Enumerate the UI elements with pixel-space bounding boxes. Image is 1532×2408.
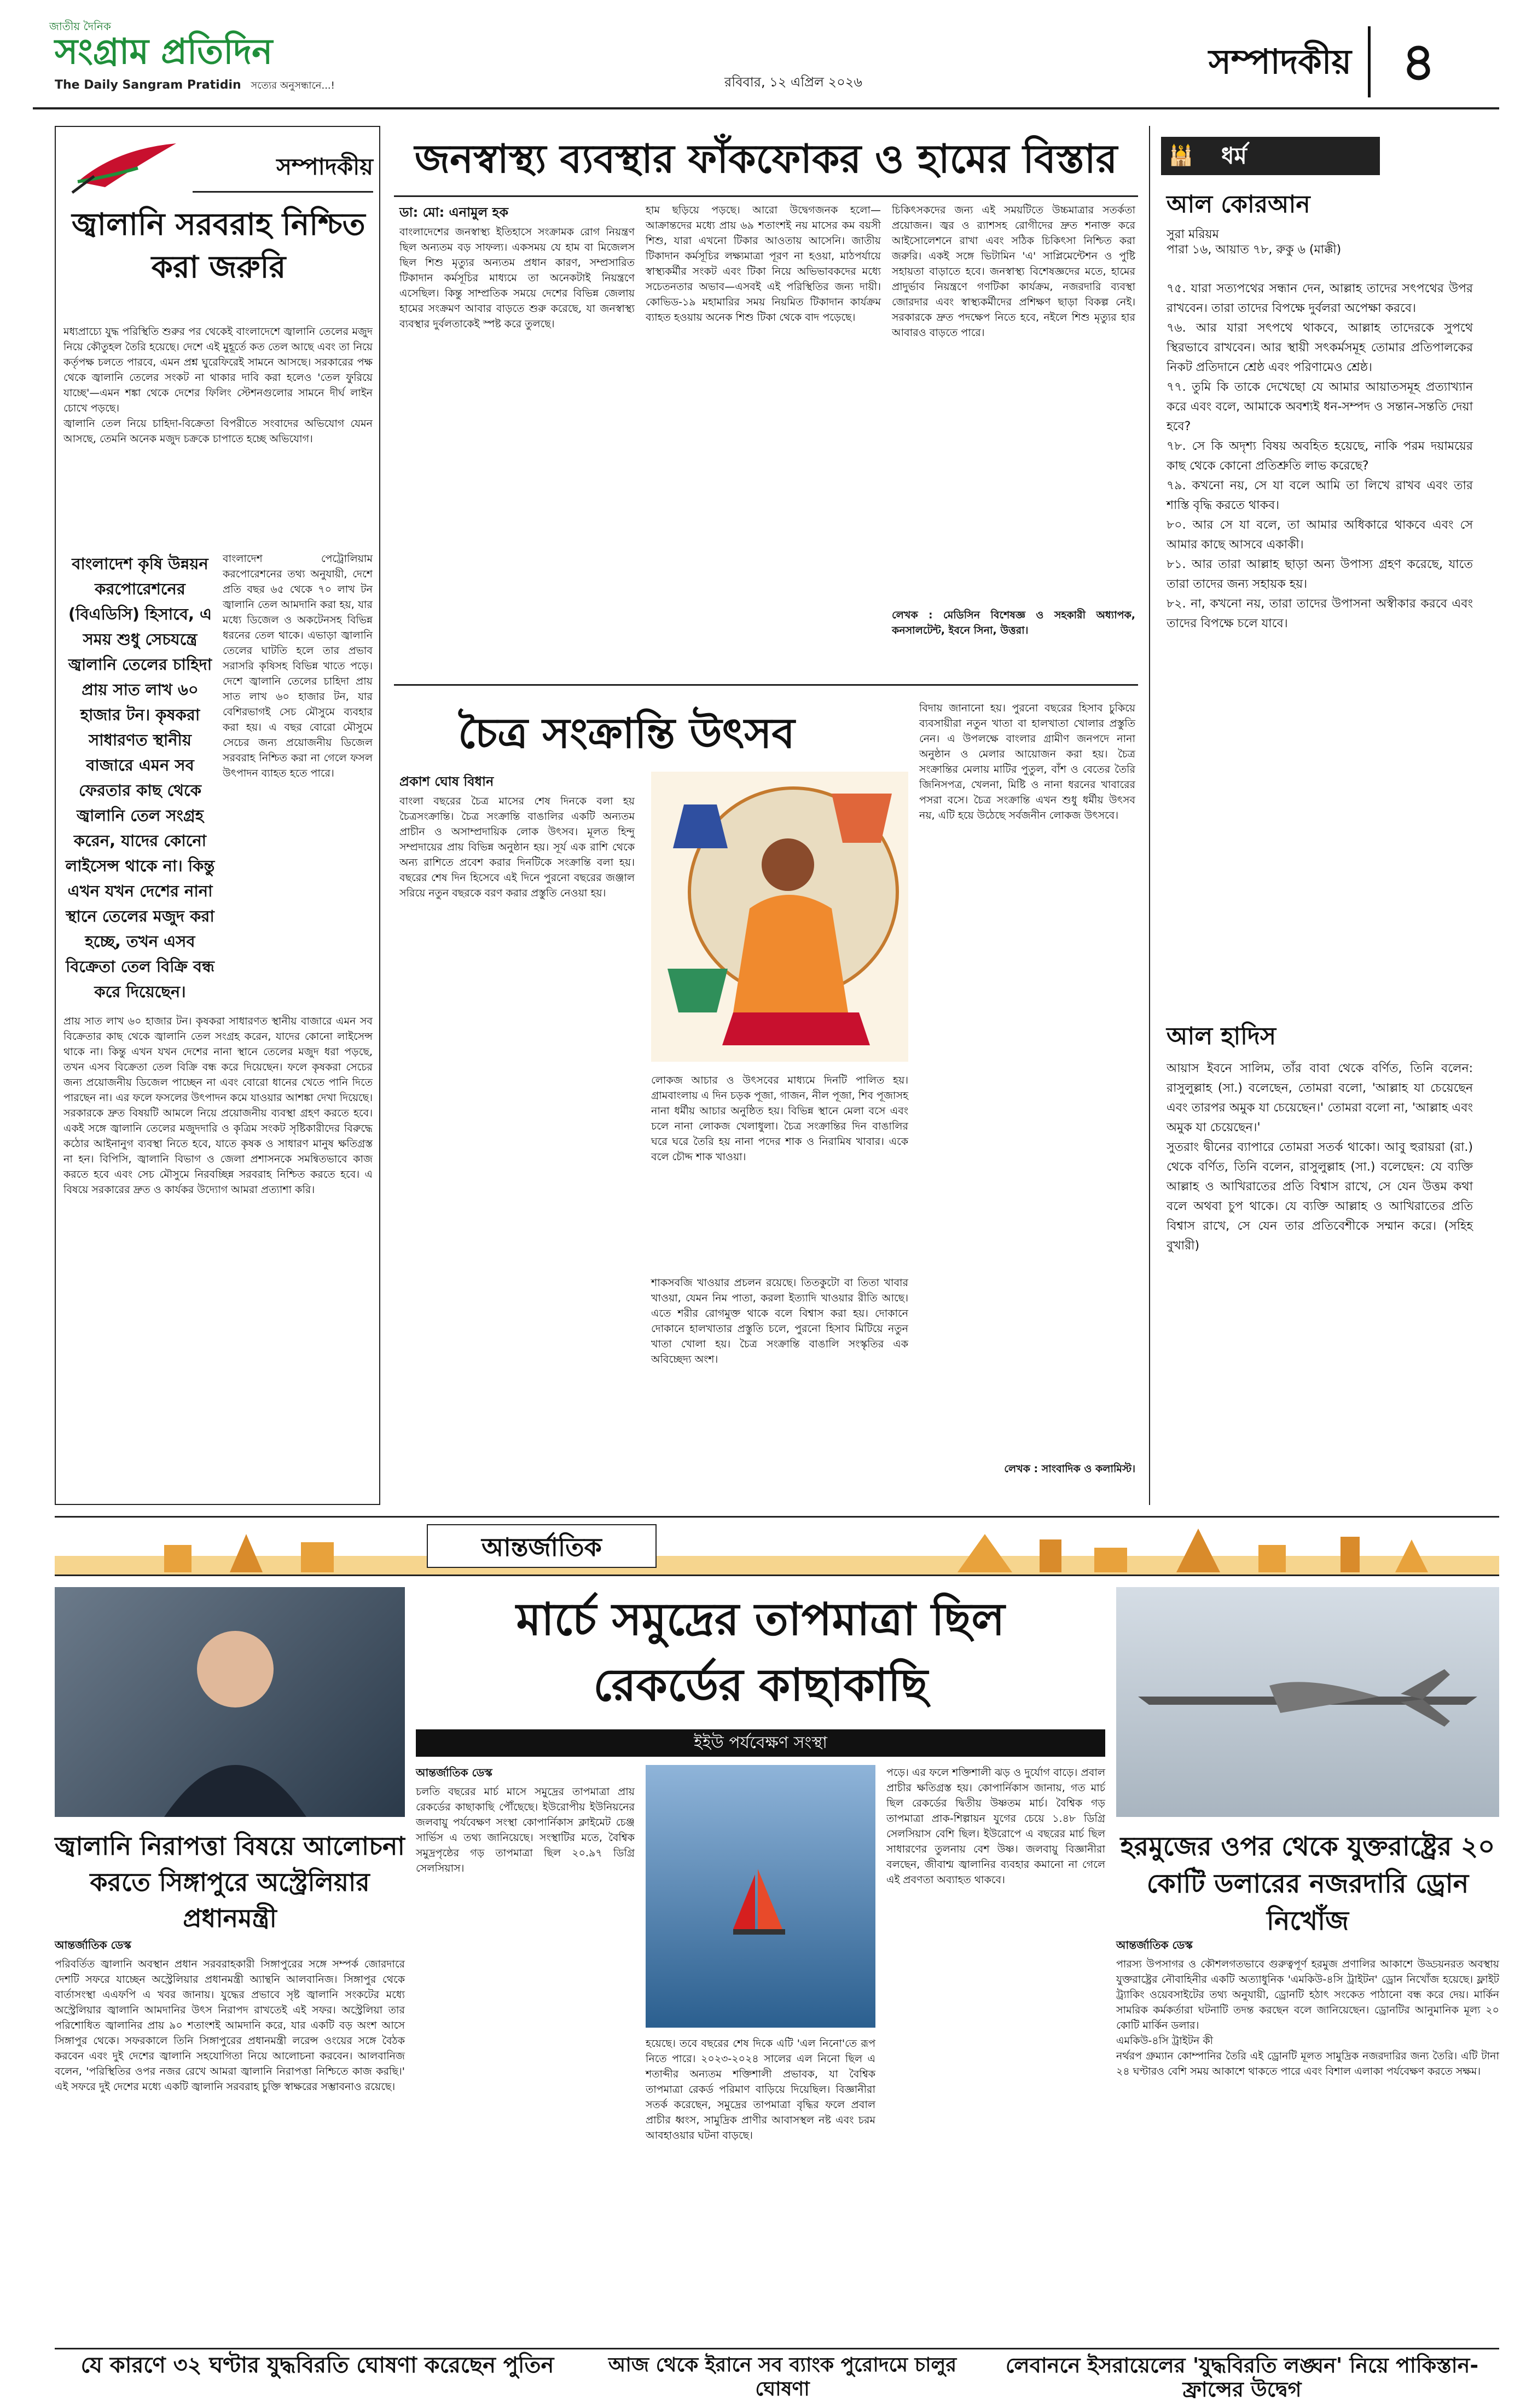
iran-title: আজ থেকে ইরানে সব ব্যাংক পুরোদমে চালুর ঘোষণা <box>608 2354 957 2400</box>
health-body-3: চিকিৎসকদের জন্য এই সময়টিতে উচ্চমাত্রার সতর্কতা প্রয়োজন। জ্বর ও র‍্যাশসহ রোগীদের দ্রুত শনাক্ত করে আইসোলেশনে রাখা এবং সঠিক চিকিৎসা নিশ্চিত করা জরুরি। একই সঙ্গে ভিটামিন 'এ' সাপ্লিমেন্টেশন ও পুষ্টি সহায়তা বাড়াতে হবে। জনস্বাস্থ্য বিশেষজ্ঞদের মতে, হামের প্রাদুর্ভাব নিয়ন্ত্রণে গণটিকা কার্যক্রম, নজরদারি ব্যবস্থা জোরদার এবং স্বাস্থ্যকর্মীদের প্রশিক্ষণ ছাড়া বিকল্প নেই। সরকারকে দ্রুত পদক্ষেপ নিতে হবে, নইলে শিশু মৃত্যুর হার আবারও বাড়তে পারে। <box>892 204 1139 339</box>
australia-body: পরিবর্তিত জ্বালানি অবস্থান প্রধান সরবরাহকারী সিঙ্গাপুরের সঙ্গে সম্পর্ক জোরদারে দেশটি সফরে যাচ্ছেন অস্ট্রেলিয়ার প্রধানমন্ত্রী অ্যান্থনি আলবানিজ। সিঙ্গাপুর থেকে বার্তাসংস্থা এএফপি এ খবর জানায়। যুদ্ধের প্রভাবে সৃষ্ট জ্বালানি সংকটের মধ্যে অস্ট্রেলিয়ার জ্বালানি আমদানির উৎস নিরাপদ রাখতেই এই সফর। অস্ট্রেলিয়া তার পরিশোধিত জ্বালানির প্রায় ৯০ শতাংশই আমদানি করে, যার একটি বড় অংশ আসে সিঙ্গাপুর থেকে। সফরকালে তিনি সিঙ্গাপুরের প্রধানমন্ত্রী লরেন্স ওংয়ের সঙ্গে বৈঠক করবেন এবং দুই দেশের জ্বালানি সহযোগিতা নিয়ে আলোচনা করবেন। আলবানিজ বলেন, 'পরিস্থিতির ওপর নজর রেখে আমরা জ্বালানি নিরাপত্তা নিশ্চিতে কাজ করছি।' এই সফরে দুই দেশের মধ্যে একটি জ্বালানি সরবরাহ চুক্তি স্বাক্ষরের সম্ভাবনাও রয়েছে। <box>55 1958 409 2093</box>
editorial-pullquote: বাংলাদেশ কৃষি উন্নয়ন করপোরেশনের (বিএডিসি) হিসাবে, এ সময় শুধু সেচযন্ত্রে জ্বালানি তেলের চাহিদা প্রায় সাত লাখ ৬০ হাজার টন। কৃষকরা সাধারণত স্থানীয় বাজারে এমন সব ফেরতার কাছ থেকে জ্বালানি তেল সংগ্রহ করেন, যাদের কোনো লাইসেন্স থাকে না। কিন্তু এখন যখন দেশের নানা স্থানে তেলের মজুদ করা হচ্ছে, তখন এসব বিক্রেতা তেল বিক্রি বন্ধ করে দিয়েছেন। <box>65 554 215 1001</box>
bottom-row <box>55 2353 1499 2403</box>
intl-banner <box>55 1516 1499 1576</box>
australia-title: জ্বালানি নিরাপত্তা বিষয়ে আলোচনা করতে সিঙ্গাপুরে অস্ট্রেলিয়ার প্রধানমন্ত্রী <box>55 1831 405 1933</box>
masthead <box>33 15 1510 119</box>
logo-english: The Daily Sangram Pratidin <box>55 78 241 92</box>
religion-label: ধর্ম <box>1221 142 1247 169</box>
page-number: ৪ <box>1368 26 1466 97</box>
newspaper-logo: সংগ্রাম প্রতিদিন <box>55 32 273 72</box>
health-body-2: হাম ছড়িয়ে পড়ছে। আরো উদ্বেগজনক হলো—আক্রান্তদের মধ্যে প্রায় ৬৯ শতাংশই নয় মাসের কম বয়সী শিশু, যারা এখনো টিকার আওতায় আসেনি। জাতীয় টিকাদান কর্মসূচির লক্ষ্যমাত্রা পূরণ না হওয়া, মাঠপর্যায়ে স্বাস্থ্যকর্মীর সংকট এবং টিকা নিয়ে অভিভাবকদের মধ্যে সচেতনতার অভাব—এসবই এই পরিস্থিতির জন্য দায়ী। কোভিড-১৯ মহামারির সময় নিয়মিত টিকাদান কার্যক্রম ব্যাহত হওয়ায় অনেক শিশু টিকা থেকে বাদ পড়েছে। <box>646 204 885 323</box>
quill-icon <box>72 138 182 198</box>
health-title: জনস্বাস্থ্য ব্যবস্থার ফাঁকফোকর ও হামের বিস্তার <box>394 126 1138 197</box>
editorial-box <box>55 126 380 1505</box>
mosque-icon: 🕌 <box>1169 144 1193 167</box>
australia-pm-photo <box>55 1587 405 1817</box>
health-author: ডা: মো: এনামুল হক <box>399 205 509 220</box>
editorial-body-2: বাংলাদেশ পেট্রোলিয়াম করপোরেশনের তথ্য অনুযায়ী, দেশে প্রতি বছর ৬৫ থেকে ৭০ লাখ টন জ্বালানি তেল আমদানি করা হয়, যার মধ্যে ডিজেল ও অকটেনসহ বিভিন্ন ধরনের তেল থাকে। এভাড়া জ্বালানি তেলের ঘাটতি হলে তার প্রভাব সরাসরি কৃষিসহ বিভিন্ন খাতে পড়ে। দেশে জ্বালানি তেলের চাহিদা প্রায় সাত লাখ ৬০ হাজার টন, যার বেশিরভাগই সেচ মৌসুমে ব্যবহার করা হয়। এ বছর বোরো মৌসুমে সেচের জন্য প্রয়োজনীয় ডিজেল সরবরাহ নিশ্চিত করা না গেলে ফসল উৎপাদন ব্যাহত হতে পারে। <box>223 553 376 779</box>
sea-subtitle-bar <box>416 1729 1105 1757</box>
health-article <box>394 126 1138 673</box>
religion-column <box>1149 126 1488 1505</box>
editorial-body-3: প্রায় সাত লাখ ৬০ হাজার টন। কৃষকরা সাধারণত স্থানীয় বাজারে এমন সব বিক্রেতার কাছ থেকে জ্বালানি তেল সংগ্রহ করেন, যাদের কোনো লাইসেন্স থাকে না। কিন্তু এখন যখন দেশের নানা স্থানে তেলের মজুদ ধরা পড়ছে, তখন এসব বিক্রেতা তেল বিক্রি বন্ধ করে দিয়েছেন। ফলে কৃষকরা সেচের জন্য প্রয়োজনীয় ডিজেল পাচ্ছেন না এবং বোরো ধানের খেতে পানি দিতে পারছেন না। এর ফলে ফসলের উৎপাদন কমে যাওয়ার আশঙ্কা দেখা দিয়েছে। সরকারকে দ্রুত বিষয়টি আমলে নিয়ে প্রয়োজনীয় ব্যবস্থা গ্রহণ করতে হবে। একই সঙ্গে জ্বালানি তেলের মজুদদারি ও কৃত্রিম সংকট সৃষ্টিকারীদের বিরুদ্ধে কঠোর আইনানুগ ব্যবস্থা নিতে হবে, যাতে কৃষক ও সাধারণ মানুষ ক্ষতিগ্রস্ত না হন। বিপিসি, জ্বালানি বিভাগ ও জেলা প্রশাসনকে সমন্বিতভাবে কাজ করতে হবে এবং সেচ মৌসুমে নিরবচ্ছিন্ন সরবরাহ নিশ্চিত করতে হবে। এ বিষয়ে সরকারের দ্রুত ও কার্যকর উদ্যোগ আমরা প্রত্যাশা করি। <box>63 1015 376 1196</box>
sea-story <box>416 1587 1109 2342</box>
chaitra-author: প্রকাশ ঘোষ বিধান <box>399 774 494 789</box>
drone-photo <box>1116 1587 1499 1817</box>
logo-slogan: সত্যের অনুসন্ধানে...! <box>251 80 335 91</box>
logo-subtitle <box>55 78 438 97</box>
masthead-tag: জাতীয় দৈনিক <box>49 20 111 33</box>
chaitra-body-2: লোকজ আচার ও উৎসবের মাধ্যমে দিনটি পালিত হয়। গ্রামবাংলায় এ দিন চড়ক পূজা, গাজন, নীল পূজা, শিব পূজাসহ নানা ধর্মীয় আচার অনুষ্ঠিত হয়। বিভিন্ন স্থানে মেলা বসে এবং চলে নানা লোকজ খেলাধুলা। চৈত্র সংক্রান্তির দিন বাঙালির ঘরে ঘরে তৈরি হয় নানা পদের শাক ও নিরামিষ খাবার। একে বলে চৌদ্দ শাক খাওয়া। <box>651 1074 912 1163</box>
drone-story <box>1116 1587 1499 2342</box>
chaitra-body-4: বিদায় জানানো হয়। পুরনো বছরের হিসাব চুকিয়ে ব্যবসায়ীরা নতুন খাতা বা হালখাতা খোলার প্রস্তুতি নেন। এ উপলক্ষে বাংলার গ্রামীণ জনপদে নানা অনুষ্ঠান ও মেলার আয়োজন করা হয়। চৈত্র সংক্রান্তির মেলায় মাটির পুতুল, বাঁশ ও বেতের তৈরি জিনিসপত্র, খেলনা, মিষ্টি ও নানা ধরনের খাবারের পসরা বসে। চৈত্র সংক্রান্তি এখন শুধু ধর্মীয় উৎসব নয়, এটি হয়ে উঠেছে সর্বজনীন লোকজ উৎসবে। <box>919 702 1139 821</box>
religion-label-bar <box>1161 137 1380 175</box>
quran-reference: সুরা মরিয়ম পারা ১৬, আয়াত ৭৮, রুকু ৬ (মাক্কী) <box>1167 228 1342 257</box>
chaitra-footnote: লেখক : সাংবাদিক ও কলামিস্ট। <box>1004 1463 1135 1475</box>
drone-desk: আন্তর্জাতিক ডেস্ক <box>1116 1938 1193 1952</box>
sea-body-3: পড়ে। এর ফলে শক্তিশালী ঝড় ও দুর্যোগ বাড়ে। প্রবাল প্রাচীর ক্ষতিগ্রস্ত হয়। কোপার্নিকাস জানায়, গত মার্চ ছিল রেকর্ডের দ্বিতীয় উষ্ণতম মার্চ। বৈশ্বিক গড় তাপমাত্রা প্রাক-শিল্পায়ন যুগের চেয়ে ১.৪৮ ডিগ্রি সেলসিয়াস বেশি ছিল। ইউরোপে এ বছরের মার্চ ছিল সাধারণের তুলনায় বেশ উষ্ণ। জলবায়ু বিজ্ঞানীরা বলছেন, জীবাশ্ম জ্বালানির ব্যবহার কমানো না গেলে এই প্রবণতা অব্যাহত থাকবে। <box>886 1767 1109 1886</box>
editorial-body-1: মধ্যপ্রাচ্যে যুদ্ধ পরিস্থিতি শুরুর পর থেকেই বাংলাদেশে জ্বালানি তেলের মজুদ নিয়ে কৌতুহল তৈরি হয়েছে। দেশে এই মুহূর্তে কত তেল আছে এবং তা নিয়ে কর্তৃপক্ষ চলতে পারবে, এমন প্রশ্ন ঘুরেফিরেই সামনে আসছে। সরকারের পক্ষ থেকে জ্বালানি তেলের সংকট না থাকার দাবি করা হলেও 'তেল ফুরিয়ে যাচ্ছে'—এমন শঙ্কা থেকে দেশের ফিলিং স্টেশনগুলোর সামনে দীর্ঘ লাইন চোখে পড়ছে। জ্বালানি তেল নিয়ে চাহিদা-বিক্রেতা বিপরীতে সংবাদের অভিযোগ যেমন আসছে, তেমনি অনেক মজুদ চক্রকে চাপাতে হচ্ছে অভিযোগ। <box>63 326 373 445</box>
health-footnote: লেখক : মেডিসিন বিশেষজ্ঞ ও সহকারী অধ্যাপক, কনসালটেন্ট, ইবনে সিনা, উত্তরা। <box>892 609 1139 636</box>
sea-body-1: চলতি বছরের মার্চ মাসে সমুদ্রের তাপমাত্রা প্রায় রেকর্ডের কাছাকাছি পৌঁছেছে। ইউরোপীয় ইউনিয়নের জলবায়ু পর্যবেক্ষণ সংস্থা কোপার্নিকাস ক্লাইমেট চেঞ্জ সার্ভিস এ তথ্য জানিয়েছে। সংস্থাটির মতে, বৈশ্বিক সমুদ্রপৃষ্ঠের গড় তাপমাত্রা ছিল ২০.৯৭ ডিগ্রি সেলসিয়াস। <box>416 1786 639 1874</box>
chaitra-title: চৈত্র সংক্রান্তি উৎসব <box>458 709 795 757</box>
editorial-label: সম্পাদকীয় <box>193 149 373 193</box>
lebanon-title: লেবাননে ইসরায়েলের 'যুদ্ধবিরতি লঙ্ঘন' নিয়ে পাকিস্তান-ফ্রান্সের উদ্বেগ <box>1005 2353 1479 2401</box>
sea-subtitle: ইইউ পর্যবেক্ষণ সংস্থা <box>694 1733 827 1752</box>
health-body-1: বাংলাদেশের জনস্বাস্থ্য ইতিহাসে সংক্রামক রোগ নিয়ন্ত্রণ ছিল অন্যতম বড় সাফল্য। একসময় যে হাম বা মিজেলস ছিল শিশু মৃত্যুর অন্যতম প্রধান কারণ, সম্প্রসারিত টিকাদান কর্মসূচির মাধ্যমে তা অনেকটাই নিয়ন্ত্রণে এসেছিল। কিন্তু সাম্প্রতিক সময়ে দেশের বিভিন্ন জেলায় হামের সংক্রমণ আবার বাড়তে শুরু করেছে, যা জনস্বাস্থ্য ব্যবস্থার দুর্বলতাকেই স্পষ্ট করে তুলছে। <box>399 226 639 330</box>
quran-body: ৭৫. যারা সত্যপথের সন্ধান দেন, আল্লাহ তাদের সৎপথের উপর রাখবেন। তারা তাদের বিপক্ষে দুর্বলরা অপেক্ষা করবে। ৭৬. আর যারা সৎপথে থাকবে, আল্লাহ তাদেরকে সুপথে স্থিরভাবে রাখবেন। আর স্থায়ী সৎকর্মসমূহ তোমার প্রতিপালকের নিকট প্রতিদানে শ্রেষ্ঠ এবং পরিণামেও শ্রেষ্ঠ। ৭৭. তুমি কি তাকে দেখেছো যে আমার আয়াতসমূহ প্রত্যাখ্যান করে এবং বলে, আমাকে অবশ্যই ধন-সম্পদ ও সন্তান-সন্ততি দেয়া হবে? ৭৮. সে কি অদৃশ্য বিষয় অবহিত হয়েছে, নাকি পরম দয়াময়ের কাছ থেকে কোনো প্রতিশ্রুতি লাভ করেছে? ৭৯. কখনো নয়, সে যা বলে আমি তা লিখে রাখব এবং তার শাস্তি বৃদ্ধি করতে থাকব। ৮০. আর সে যা বলে, তা আমার অধিকারে থাকবে এবং সে আমার কাছে আসবে একাকী। ৮১. আর তারা আল্লাহ ছাড়া অন্য উপাস্য গ্রহণ করেছে, যাতে তারা তাদের জন্য সহায়ক হয়। ৮২. না, কখনো নয়, তারা তাদের উপাসনা অস্বীকার করবে এবং তাদের বিপক্ষে চলে যাবে। <box>1167 282 1473 630</box>
chaitra-article <box>394 695 1138 1505</box>
australia-desk: আন্তর্জাতিক ডেস্ক <box>55 1938 131 1952</box>
issue-date: রবিবার, ১২ এপ্রিল ২০২৬ <box>724 74 862 90</box>
chaitra-body-3: শাকসবজি খাওয়ার প্রচলন রয়েছে। তিতকুটো বা তিতা খাবার খাওয়া, যেমন নিম পাতা, করলা ইত্যাদি খাওয়ার রীতি আছে। এতে শরীর রোগমুক্ত থাকে বলে বিশ্বাস করা হয়। দোকানে দোকানে হালখাতার প্রস্তুতি চলে, পুরনো হিসাব মিটিয়ে নতুন খাতা খোলা হয়। চৈত্র সংক্রান্তি বাঙালি সংস্কৃতির এক অবিচ্ছেদ্য অংশ। <box>651 1277 912 1365</box>
drone-body: পারস্য উপসাগর ও কৌশলগতভাবে গুরুত্বপূর্ণ হরমুজ প্রণালির আকাশে উড্ডয়নরত অবস্থায় যুক্তরাষ্ট্রের নৌবাহিনীর একটি অত্যাধুনিক 'এমকিউ-৪সি ট্রাইটন' ড্রোন নিখোঁজ হয়েছে। ফ্লাইট ট্র্যাকিং ওয়েবসাইটের তথ্য অনুযায়ী, ড্রোনটি হঠাৎ সংকেত পাঠানো বন্ধ করে দেয়। মার্কিন সামরিক কর্মকর্তারা ঘটনাটি তদন্ত করছেন বলে জানিয়েছেন। ড্রোনটির আনুমানিক মূল্য ২০ কোটি মার্কিন ডলার। এমকিউ-৪সি ট্রাইটন কী নর্থরপ গ্রুম্যান কোম্পানির তৈরি এই ড্রোনটি মূলত সামুদ্রিক নজরদারির জন্য তৈরি। এটি টানা ২৪ ঘণ্টারও বেশি সময় আকাশে থাকতে পারে এবং বিশাল এলাকা পর্যবেক্ষণ করতে সক্ষম। <box>1116 1958 1499 2077</box>
masthead-rule <box>33 107 1499 109</box>
australia-story <box>55 1587 409 2342</box>
intl-label: আন্তর্জাতিক <box>427 1524 657 1568</box>
drone-title: হরমুজের ওপর থেকে যুক্তরাষ্ট্রের ২০ কোটি ডলারের নজরদারি ড্রোন নিখোঁজ <box>1120 1831 1495 1936</box>
editorial-title: জ্বালানি সরবরাহ নিশ্চিত করা জরুরি <box>72 207 365 285</box>
sea-body-2: হয়েছে। তবে বছরের শেষ দিকে এটি 'এল নিনো'তে রূপ নিতে পারে। ২০২৩-২০২৪ সালের এল নিনো ছিল এ শতাব্দীর অন্যতম শক্তিশালী প্রভাবক, যা বৈশ্বিক তাপমাত্রা রেকর্ড পরিমাণ বাড়িয়ে দিয়েছিল। বিজ্ঞানীরা সতর্ক করেছেন, সমুদ্রের তাপমাত্রা বৃদ্ধির ফলে প্রবাল প্রাচীর ধ্বংস, সামুদ্রিক প্রাণীর আবাসস্থল নষ্ট এবং চরম আবহাওয়ার ঘটনা বাড়ছে। <box>646 2037 879 2141</box>
sea-photo <box>646 1765 875 2028</box>
putin-title: যে কারণে ৩২ ঘণ্টার যুদ্ধবিরতি ঘোষণা করেছেন পুতিন <box>80 2353 554 2378</box>
chaitra-illustration <box>651 772 908 1062</box>
sea-title: মার্চে সমুদ্রের তাপমাত্রা ছিল রেকর্ডের কাছাকাছি <box>516 1594 1005 1711</box>
section-name: সম্পাদকীয় <box>1209 42 1351 82</box>
sea-desk: আন্তর্জাতিক ডেস্ক <box>416 1766 492 1779</box>
bottom-divider <box>55 2348 1499 2349</box>
quran-title: আল কোরআন <box>1167 190 1310 218</box>
chaitra-body-1: বাংলা বছরের চৈত্র মাসের শেষ দিনকে বলা হয় চৈত্রসংক্রান্তি। চৈত্র সংক্রান্তি বাঙালির একটি অন্যতম প্রাচীন ও অসাম্প্রদায়িক লোক উৎসব। মূলত হিন্দু সম্প্রদায়ের প্রায় বিভিন্ন অনুষ্ঠান হয়। সূর্য এক রাশি থেকে অন্য রাশিতে প্রবেশ করার দিনটিকে সংক্রান্তি বলা হয়। বছরের শেষ দিন হিসেবে এই দিনে পুরনো বছরের জঞ্জাল সরিয়ে নতুন বছরকে বরণ করার প্রস্তুতি নেওয়া হয়। <box>399 795 639 899</box>
skyline-illustration <box>55 1518 1499 1575</box>
hadith-title: আল হাদিস <box>1167 1022 1276 1050</box>
health-divider <box>394 684 1138 686</box>
hadith-body: আয়াস ইবনে সালিম, তাঁর বাবা থেকে বর্ণিত, তিনি বলেন: রাসুলুল্লাহ (সা.) বলেছেন, তোমরা বলো, 'আল্লাহ যা চেয়েছেন এবং তারপর অমুক যা চেয়েছেন।' তোমরা বলো না, 'আল্লাহ এবং অমুক যা চেয়েছেন।' সুতরাং দ্বীনের ব্যাপারে তোমরা সতর্ক থাকো। আবু হুরায়রা (রা.) থেকে বর্ণিত, তিনি বলেন, রাসুলুল্লাহ (সা.) বলেছেন: যে ব্যক্তি আল্লাহ ও আখিরাতের প্রতি বিশ্বাস রাখে, সে যেন উত্তম কথা বলে অথবা চুপ থাকে। যে ব্যক্তি আল্লাহ ও আখিরাতের প্রতি বিশ্বাস রাখে, সে যেন তার প্রতিবেশীকে সম্মান করে। (সহিহ বুখারী) <box>1167 1062 1473 1253</box>
